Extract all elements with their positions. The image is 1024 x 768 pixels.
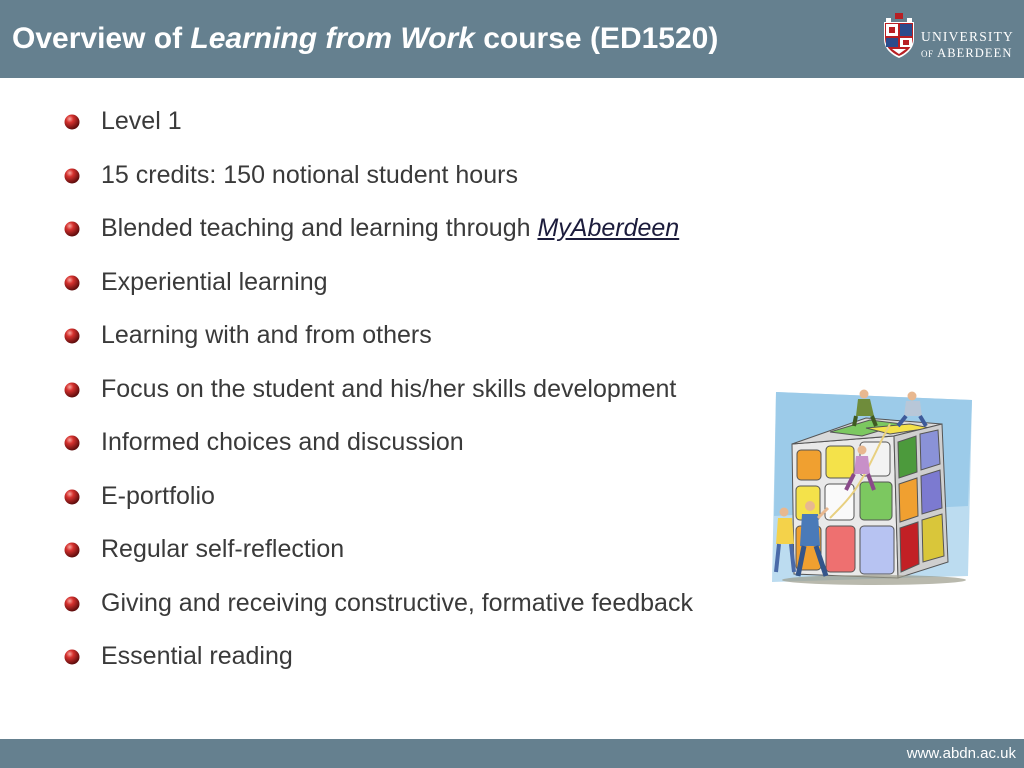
red-sphere-bullet-icon [64, 168, 80, 184]
list-item [62, 531, 693, 585]
red-sphere-bullet-icon [64, 435, 80, 451]
list-item [62, 264, 693, 318]
university-logo[interactable] [882, 11, 1022, 67]
title-suffix: course (ED1520) [474, 22, 719, 55]
bullet-text: Informed choices and discussion [101, 428, 464, 456]
red-sphere-bullet-icon [64, 114, 80, 130]
title-course-name: Learning from Work [190, 22, 475, 55]
slide-title [12, 20, 718, 58]
red-sphere-bullet-icon [64, 221, 80, 237]
bullet-text: Focus on the student and his/her skills development [101, 374, 677, 403]
red-sphere-bullet-icon [64, 596, 80, 612]
list-item [62, 317, 693, 371]
bullet-text: 15 credits: 150 notional student hours [101, 160, 518, 189]
bullet-text: Essential reading [101, 642, 293, 670]
footer-bar [0, 739, 1024, 768]
red-sphere-bullet-icon [64, 382, 80, 398]
logo-university-text: UNIVERSITY [921, 29, 1014, 44]
logo-aberdeen-word: ABERDEEN [937, 46, 1013, 60]
red-sphere-bullet-icon [64, 649, 80, 665]
red-sphere-bullet-icon [64, 328, 80, 344]
bullet-list [62, 103, 693, 692]
logo-of-text: OF [921, 49, 934, 59]
list-item [62, 371, 693, 425]
title-prefix: Overview of [12, 22, 191, 55]
list-item [62, 103, 693, 157]
list-item [62, 210, 693, 264]
university-crest-icon [882, 13, 916, 59]
list-item [62, 638, 693, 692]
footer-website-link[interactable]: www.abdn.ac.uk [906, 745, 1016, 762]
bullet-text: Regular self-reflection [101, 535, 345, 563]
bullet-text: Blended teaching and learning through [101, 214, 538, 242]
logo-aberdeen-text [921, 46, 1013, 61]
bullet-text: Learning with and from others [101, 321, 432, 349]
list-item [62, 157, 693, 211]
red-sphere-bullet-icon [64, 489, 80, 505]
bullet-text: Experiential learning [101, 267, 328, 296]
red-sphere-bullet-icon [64, 275, 80, 291]
myaberdeen-link[interactable]: MyAberdeen [537, 214, 680, 242]
bullet-text: E-portfolio [101, 481, 215, 510]
list-item [62, 585, 693, 639]
bullet-text: Level 1 [101, 107, 182, 135]
bullet-text: Giving and receiving constructive, formative feedback [101, 588, 693, 617]
list-item [62, 424, 693, 478]
list-item [62, 478, 693, 532]
rubiks-cube-teamwork-clipart [770, 386, 978, 586]
red-sphere-bullet-icon [64, 542, 80, 558]
header-bar [0, 0, 1024, 78]
